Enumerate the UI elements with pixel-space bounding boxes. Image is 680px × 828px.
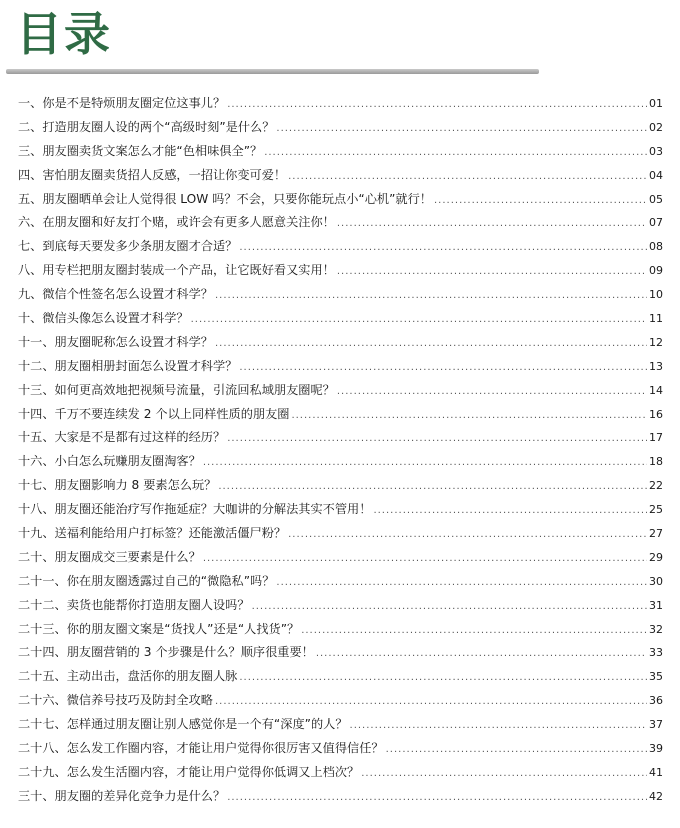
title-divider [6,69,539,74]
toc-dot-leader [276,117,647,141]
toc-entry-page: 01 [649,97,663,110]
page-title: 目录 [16,7,112,61]
toc-dot-leader [337,212,647,236]
toc-entry-title: 二十三、你的朋友圈文案是“货找人”还是“人找货”？ [18,621,300,636]
toc-dot-leader [218,475,647,499]
toc-entry-page: 36 [649,694,663,708]
toc-entry[interactable] [18,403,663,427]
toc-entry-title: 十六、小白怎么玩赚朋友圈淘客？ [18,454,201,469]
toc-entry[interactable] [18,164,663,188]
toc-entry-title: 五、朋友圈晒单会让人觉得很 LOW 吗？不会，只要你能玩点小“心机”就行！ [18,191,432,206]
toc-entry-page: 03 [649,144,663,158]
toc-entry[interactable] [18,426,663,450]
toc-entry[interactable] [18,689,663,713]
toc-entry[interactable] [18,307,663,331]
toc-entry[interactable] [18,546,663,570]
toc-entry[interactable] [18,331,663,355]
toc-entry-page: 31 [649,598,663,612]
toc-entry[interactable] [18,283,663,307]
toc-entry[interactable] [18,594,663,618]
toc-dot-leader [361,762,647,786]
toc-entry-title: 十三、如何更高效地把视频号流量，引流回私域朋友圈呢？ [18,382,335,397]
toc-entry-title: 四、害怕朋友圈卖货招人反感，一招让你变可爱！ [18,167,287,182]
toc-entry-title: 二十五、主动出击，盘活你的朋友圈人脉 [18,669,238,684]
toc-dot-leader [239,666,647,690]
toc-entry-title: 七、到底每天要发多少条朋友圈才合适？ [18,239,238,254]
toc-entry-page: 29 [649,550,663,564]
toc-dot-leader [350,714,647,738]
table-of-contents [18,92,663,809]
toc-entry-page: 18 [649,455,663,469]
toc-entry-page: 42 [649,789,663,803]
toc-entry[interactable] [18,498,663,522]
toc-entry-page: 30 [649,574,663,588]
toc-entry-page: 14 [649,383,663,397]
toc-dot-leader [203,451,647,475]
toc-dot-leader [337,260,647,284]
toc-entry-page: 22 [649,479,663,493]
toc-entry-title: 十七、朋友圈影响力 8 要素怎么玩？ [18,478,217,493]
toc-entry[interactable] [18,522,663,546]
toc-dot-leader [191,308,647,332]
toc-entry-page: 07 [649,216,663,230]
toc-entry-title: 六、在朋友圈和好友打个赌，或许会有更多人愿意关注你！ [18,215,335,230]
toc-entry[interactable] [18,379,663,403]
toc-entry-title: 二十六、微信养号技巧及防封全攻略 [18,693,213,708]
toc-entry[interactable] [18,737,663,761]
toc-entry-page: 08 [649,240,663,254]
toc-entry-title: 二十、朋友圈成交三要素是什么？ [18,549,201,564]
toc-entry-page: 02 [649,120,663,134]
toc-entry-title: 十一、朋友圈昵称怎么设置才科学？ [18,334,213,349]
toc-dot-leader [316,642,647,666]
toc-dot-leader [386,738,647,762]
toc-entry-page: 11 [649,312,663,326]
toc-dot-leader [215,690,647,714]
toc-dot-leader [252,595,647,619]
toc-dot-leader [239,236,647,260]
toc-entry-page: 35 [649,670,663,684]
toc-entry-page: 10 [649,288,663,302]
toc-dot-leader [373,499,647,523]
toc-entry[interactable] [18,116,663,140]
toc-entry[interactable] [18,785,663,809]
toc-entry-title: 十二、朋友圈相册封面怎么设置才科学？ [18,358,238,373]
toc-entry-title: 二十一、你在朋友圈透露过自己的“微隐私”吗？ [18,573,275,588]
toc-dot-leader [203,547,647,571]
toc-entry[interactable] [18,450,663,474]
toc-entry[interactable] [18,211,663,235]
toc-entry-page: 13 [649,359,663,373]
toc-dot-leader [434,189,647,213]
toc-entry-title: 二十九、怎么发生活圈内容，才能让用户觉得你低调又上档次？ [18,764,360,779]
toc-entry[interactable] [18,570,663,594]
toc-entry-page: 25 [649,503,663,517]
toc-entry-page: 39 [649,742,663,756]
toc-entry-title: 十四、千万不要连续发 2 个以上同样性质的朋友圈 [18,406,290,421]
toc-entry-title: 二十四、朋友圈营销的 3 个步骤是什么？顺序很重要！ [18,645,314,660]
toc-dot-leader [264,141,647,165]
toc-dot-leader [227,786,647,810]
toc-entry-page: 04 [649,168,663,182]
toc-entry[interactable] [18,713,663,737]
toc-entry-page: 41 [649,765,663,779]
toc-dot-leader [215,284,647,308]
toc-entry[interactable] [18,618,663,642]
toc-entry-page: 27 [649,527,663,541]
toc-entry-page: 05 [649,192,663,206]
toc-dot-leader [301,619,647,643]
toc-entry-page: 16 [649,407,663,421]
toc-dot-leader [288,165,647,189]
toc-entry-page: 32 [649,622,663,636]
toc-entry-page: 09 [649,264,663,278]
toc-entry[interactable] [18,355,663,379]
toc-entry-title: 十、微信头像怎么设置才科学？ [18,311,189,326]
toc-dot-leader [239,356,647,380]
toc-entry-title: 二十八、怎么发工作圈内容，才能让用户觉得你很厉害又值得信任？ [18,741,384,756]
toc-dot-leader [227,93,647,117]
toc-entry-title: 一、你是不是特烦朋友圈定位这事儿？ [18,96,226,110]
toc-entry[interactable] [18,665,663,689]
toc-dot-leader [276,571,647,595]
toc-entry-page: 33 [649,646,663,660]
toc-dot-leader [337,380,647,404]
toc-entry-title: 二十二、卖货也能帮你打造朋友圈人设吗？ [18,597,250,612]
toc-entry-title: 九、微信个性签名怎么设置才科学？ [18,287,213,302]
toc-entry-title: 二十七、怎样通过朋友圈让别人感觉你是一个有“深度”的人？ [18,717,348,732]
toc-dot-leader [291,404,647,428]
toc-entry-page: 37 [649,718,663,732]
toc-entry-title: 三十、朋友圈的差异化竞争力是什么？ [18,788,226,803]
toc-entry[interactable] [18,188,663,212]
toc-entry[interactable] [18,474,663,498]
toc-entry-title: 二、打造朋友圈人设的两个“高级时刻”是什么？ [18,119,275,134]
toc-entry-title: 十五、大家是不是都有过这样的经历？ [18,430,226,445]
toc-dot-leader [227,427,647,451]
toc-entry-title: 十八、朋友圈还能治疗写作拖延症？大咖讲的分解法其实不管用！ [18,502,372,517]
toc-entry[interactable] [18,140,663,164]
toc-entry[interactable] [18,259,663,283]
toc-entry[interactable] [18,92,663,116]
toc-entry-page: 17 [649,431,663,445]
toc-entry[interactable] [18,641,663,665]
toc-dot-leader [288,523,647,547]
toc-entry-title: 十九、送福利能给用户打标签？还能激活僵尸粉？ [18,526,287,541]
toc-entry-title: 八、用专栏把朋友圈封装成一个产品，让它既好看又实用！ [18,263,335,278]
toc-dot-leader [215,332,647,356]
toc-entry[interactable] [18,235,663,259]
toc-entry-title: 三、朋友圈卖货文案怎么才能“色相味俱全”？ [18,143,263,158]
toc-entry[interactable] [18,761,663,785]
toc-entry-page: 12 [649,335,663,349]
